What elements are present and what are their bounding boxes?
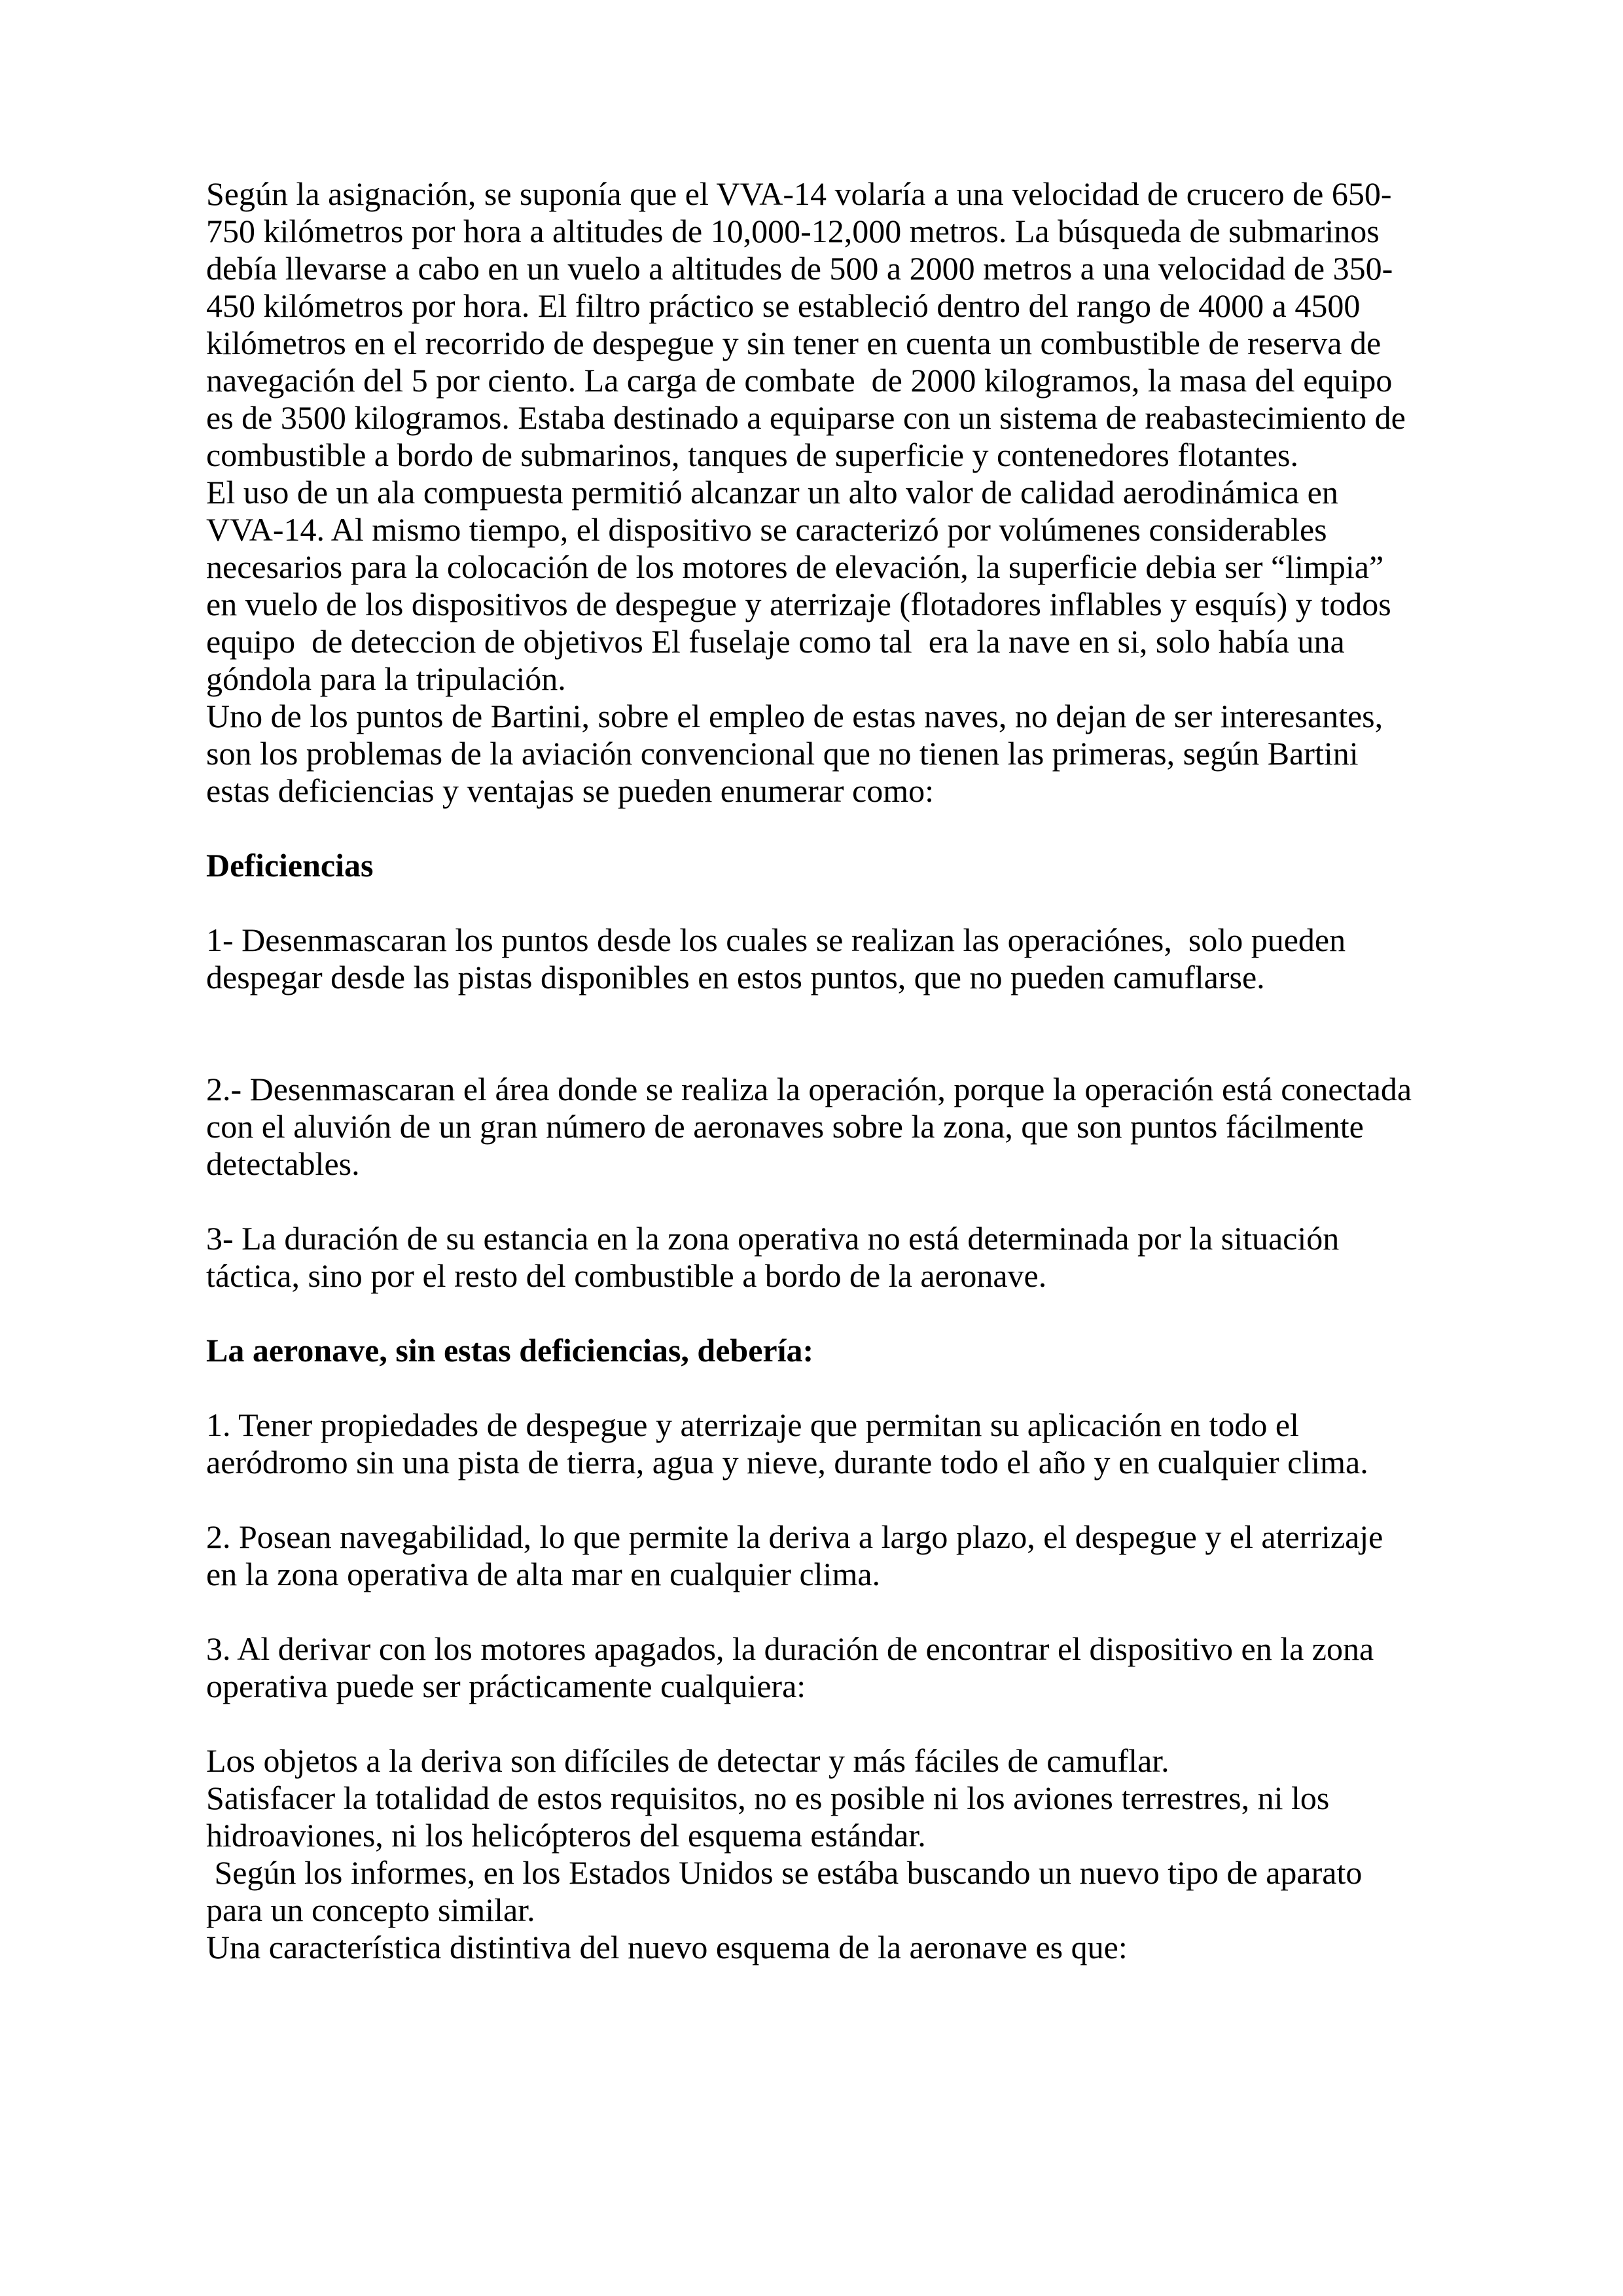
requirement-item-1: 1. Tener propiedades de despegue y aterrizaje que permitan su aplicación en todo el aeródromo sin una pista de tierra, agua y nieve, durante todo el año y en cualquier clima. — [206, 1407, 1368, 1480]
deficiency-item-2: 2.- Desenmascaran el área donde se realiza la operación, porque la operación está conectada con el aluvión de un gran número de aeronaves sobre la zona, que son puntos fácilmente detectables. — [206, 1071, 1420, 1182]
heading-deficiencias: Deficiencias — [206, 847, 374, 884]
paragraph-us-reports: Según los informes, en los Estados Unidos se estába buscando un nuevo tipo de aparato para un concepto similar. — [206, 1854, 1370, 1928]
paragraph-distinctive-feature: Una característica distintiva del nuevo esquema de la aeronave es que: — [206, 1929, 1128, 1965]
paragraph-satisfy-requirements: Satisfacer la totalidad de estos requisitos, no es posible ni los aviones terrestres, ni los hidroaviones, ni los helicópteros del esquema estándar. — [206, 1780, 1338, 1854]
paragraph-flight-specs: Según la asignación, se suponía que el VVA-14 volaría a una velocidad de crucero de 650-750 kilómetros por hora a altitudes de 10,000-12,000 metros. La búsqueda de submarinos debía llevarse a cabo en un vuelo a altitudes de 500 a 2000 metros a una velocidad de 350-450 kilómetros por hora. El filtro práctico se estableció dentro del rango de 4000 a 4500 kilómetros en el recorrido de despegue y sin tener en cuenta un combustible de reserva de navegación del 5 por ciento. La carga de combate de 2000 kilogramos, la masa del equipo es de 3500 kilogramos. Estaba destinado a equiparse con un sistema de reabastecimiento de combustible a bordo de submarinos, tanques de superficie y contenedores flotantes. — [206, 175, 1414, 473]
deficiency-item-1: 1- Desenmascaran los puntos desde los cuales se realizan las operaciónes, solo pueden despegar desde las pistas disponibles en estos puntos, que no pueden camuflarse. — [206, 922, 1354, 996]
deficiency-item-3: 3- La duración de su estancia en la zona operativa no está determinada por la situación táctica, sino por el resto del combustible a bordo de la aeronave. — [206, 1220, 1347, 1294]
paragraph-wing-design: El uso de un ala compuesta permitió alcanzar un alto valor de calidad aerodinámica en VVA-14. Al mismo tiempo, el dispositivo se caracterizó por volúmenes considerables necesarios para la colocación de los motores de elevación, la superficie debia ser “limpia” en vuelo de los dispositivos de despegue y aterrizaje (flotadores inflables y esquís) y todos equipo de deteccion de objetivos El fuselaje como tal era la nave en si, solo había una góndola para la tripulación. — [206, 474, 1400, 697]
heading-aircraft-requirements: La aeronave, sin estas deficiencias, debería: — [206, 1332, 814, 1369]
requirement-item-2: 2. Posean navegabilidad, lo que permite la deriva a largo plazo, el despegue y el aterrizaje en la zona operativa de alta mar en cualquier clima. — [206, 1518, 1391, 1592]
paragraph-drifting-objects: Los objetos a la deriva son difíciles de detectar y más fáciles de camuflar. — [206, 1742, 1169, 1779]
paragraph-bartini-points: Uno de los puntos de Bartini, sobre el empleo de estas naves, no dejan de ser interesantes, son los problemas de la aviación convencional que no tienen las primeras, según Bartini estas deficiencias y ventajas se pueden enumerar como: — [206, 698, 1391, 809]
requirement-item-3: 3. Al derivar con los motores apagados, la duración de encontrar el dispositivo en la zona operativa puede ser prácticamente cualquiera: — [206, 1630, 1382, 1704]
